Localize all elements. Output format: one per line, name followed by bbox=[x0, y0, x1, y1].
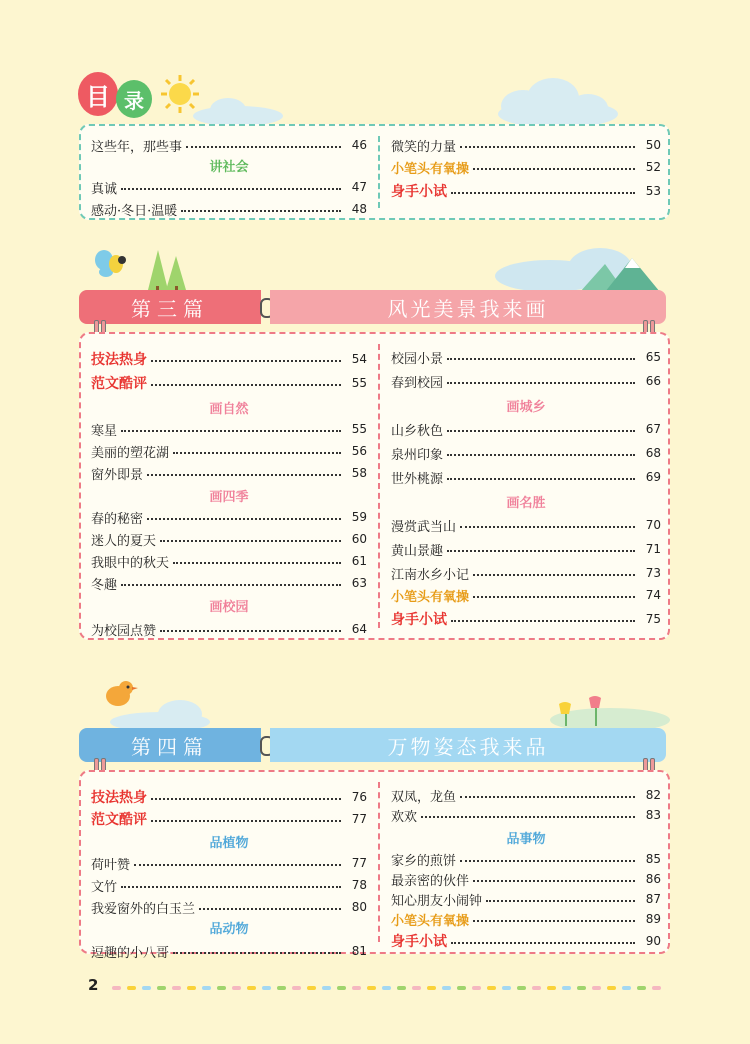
subheading: 画校园 bbox=[209, 600, 249, 615]
subheading: 品植物 bbox=[209, 836, 249, 851]
toc-entry[interactable]: 范文酷评 55 bbox=[91, 376, 367, 392]
subheading: 品事物 bbox=[506, 832, 546, 847]
balloon-icon bbox=[116, 80, 152, 118]
decorative-dash bbox=[442, 986, 451, 990]
toc-section-2 bbox=[79, 332, 670, 640]
decorative-dash bbox=[397, 986, 406, 990]
decorative-dash bbox=[142, 986, 151, 990]
toc-entry[interactable]: 江南水乡小记 73 bbox=[391, 566, 661, 583]
landscape-illustration bbox=[80, 244, 670, 294]
toc-entry[interactable]: 窗外即景 58 bbox=[91, 466, 367, 483]
section1-left-column bbox=[91, 134, 367, 219]
decorative-dash bbox=[607, 986, 616, 990]
toc-entry[interactable]: 春到校园 66 bbox=[391, 374, 661, 391]
decorative-dash bbox=[112, 986, 121, 990]
page-number: 2 bbox=[88, 976, 99, 994]
toc-entry[interactable]: 寒星 55 bbox=[91, 422, 367, 439]
subheading: 画名胜 bbox=[506, 496, 546, 511]
toc-entry[interactable]: 微笑的力量 50 bbox=[391, 138, 661, 155]
toc-entry[interactable]: 我爱窗外的白玉兰 80 bbox=[91, 900, 367, 917]
decorative-dash bbox=[322, 986, 331, 990]
toc-entry[interactable]: 欢欢 83 bbox=[391, 808, 661, 825]
decorative-dash bbox=[127, 986, 136, 990]
decorative-dash bbox=[172, 986, 181, 990]
bird-icon bbox=[100, 676, 140, 712]
toc-entry[interactable]: 身手小试 90 bbox=[391, 934, 661, 950]
toc-entry[interactable]: 这些年，那些事 46 bbox=[91, 138, 367, 155]
decorative-dash bbox=[592, 986, 601, 990]
decorative-dash bbox=[232, 986, 241, 990]
decorative-dash bbox=[502, 986, 511, 990]
sun-icon bbox=[160, 74, 200, 114]
column-divider bbox=[378, 782, 380, 942]
landscape-illustration bbox=[80, 680, 670, 730]
decorative-dash bbox=[217, 986, 226, 990]
decorative-dash bbox=[412, 986, 421, 990]
toc-entry[interactable]: 泉州印象 68 bbox=[391, 446, 661, 463]
toc-entry[interactable]: 身手小试 53 bbox=[391, 184, 661, 200]
toc-entry[interactable]: 感动·冬日·温暖 48 bbox=[91, 202, 367, 219]
subheading: 画自然 bbox=[209, 402, 249, 417]
decorative-dash bbox=[337, 986, 346, 990]
toc-section-3 bbox=[79, 770, 670, 961]
balloon-icon bbox=[78, 72, 118, 116]
toc-entry[interactable]: 技法热身 76 bbox=[91, 790, 367, 806]
toc-entry[interactable]: 山乡秋色 67 bbox=[391, 422, 661, 439]
decorative-dash bbox=[487, 986, 496, 990]
decorative-dash bbox=[562, 986, 571, 990]
decorative-dash bbox=[577, 986, 586, 990]
decorative-dash bbox=[637, 986, 646, 990]
decorative-dash bbox=[277, 986, 286, 990]
decorative-dash bbox=[382, 986, 391, 990]
toc-title-char2: 录 bbox=[124, 88, 144, 113]
part-banner-label bbox=[79, 290, 261, 324]
toc-entry[interactable]: 黄山景趣 71 bbox=[391, 542, 661, 559]
toc-entry[interactable]: 春的秘密 59 bbox=[91, 510, 367, 527]
toc-title-char1: 目 bbox=[86, 82, 110, 111]
decorative-dash bbox=[292, 986, 301, 990]
decorative-dash bbox=[427, 986, 436, 990]
decorative-dash bbox=[157, 986, 166, 990]
part-banner-title bbox=[270, 728, 666, 762]
decorative-dash bbox=[202, 986, 211, 990]
toc-entry[interactable]: 漫赏武当山 70 bbox=[391, 518, 661, 535]
decorative-dash bbox=[187, 986, 196, 990]
toc-entry[interactable]: 双凤，龙鱼 82 bbox=[391, 788, 661, 805]
part-number: 第四篇 bbox=[131, 734, 209, 759]
decorative-dash bbox=[517, 986, 526, 990]
toc-entry[interactable]: 小笔头有氧操 89 bbox=[391, 912, 661, 929]
decorative-dash bbox=[622, 986, 631, 990]
part-number: 第三篇 bbox=[131, 296, 209, 321]
flower-icon bbox=[555, 700, 575, 720]
toc-entry[interactable]: 知心朋友小闹钟 87 bbox=[391, 892, 661, 909]
decorative-dash bbox=[352, 986, 361, 990]
section2-left-column bbox=[91, 348, 367, 639]
section1-right-column bbox=[391, 134, 661, 214]
toc-entry[interactable]: 小笔头有氧操 74 bbox=[391, 588, 661, 605]
toc-entry[interactable]: 为校园点赞 64 bbox=[91, 622, 367, 639]
header-decoration bbox=[78, 66, 678, 126]
flower-icon bbox=[585, 694, 605, 714]
butterfly-icon bbox=[94, 248, 132, 278]
column-divider bbox=[378, 344, 380, 628]
decorative-dash bbox=[472, 986, 481, 990]
decorative-dash bbox=[652, 986, 661, 990]
section2-right-column bbox=[391, 346, 661, 630]
column-divider bbox=[378, 136, 380, 208]
section3-right-column bbox=[391, 784, 661, 950]
toc-entry[interactable]: 冬趣 63 bbox=[91, 576, 367, 593]
toc-entry[interactable]: 我眼中的秋天 61 bbox=[91, 554, 367, 571]
toc-entry[interactable]: 小笔头有氧操 52 bbox=[391, 160, 661, 177]
toc-entry[interactable]: 身手小试 75 bbox=[391, 612, 661, 628]
toc-entry[interactable]: 真诚 47 bbox=[91, 180, 367, 197]
subheading: 品动物 bbox=[209, 922, 249, 937]
part-banner-title bbox=[270, 290, 666, 324]
decorative-dash bbox=[367, 986, 376, 990]
decorative-dash bbox=[247, 986, 256, 990]
toc-section-1 bbox=[79, 124, 670, 220]
toc-entry[interactable]: 文竹 78 bbox=[91, 878, 367, 895]
toc-entry[interactable]: 家乡的煎饼 85 bbox=[391, 852, 661, 869]
toc-entry[interactable]: 技法热身 54 bbox=[91, 352, 367, 368]
toc-entry[interactable]: 范文酷评 77 bbox=[91, 812, 367, 828]
toc-entry[interactable]: 迷人的夏天 60 bbox=[91, 532, 367, 549]
toc-entry[interactable]: 校园小景 65 bbox=[391, 350, 661, 367]
decorative-dot-row bbox=[112, 986, 661, 990]
decorative-dash bbox=[262, 986, 271, 990]
subheading: 画城乡 bbox=[506, 400, 546, 415]
toc-entry[interactable]: 荷叶赞 77 bbox=[91, 856, 367, 873]
toc-entry[interactable]: 美丽的塑花湖 56 bbox=[91, 444, 367, 461]
decorative-dash bbox=[532, 986, 541, 990]
part-title: 万物姿态我来品 bbox=[387, 734, 549, 759]
decorative-dash bbox=[307, 986, 316, 990]
toc-entry[interactable]: 世外桃源 69 bbox=[391, 470, 661, 487]
decorative-dash bbox=[547, 986, 556, 990]
toc-entry[interactable]: 逗趣的小八哥 81 bbox=[91, 944, 367, 961]
decorative-dash bbox=[457, 986, 466, 990]
part-title: 风光美景我来画 bbox=[387, 296, 549, 321]
subheading: 讲社会 bbox=[209, 160, 249, 175]
toc-entry[interactable]: 最亲密的伙伴 86 bbox=[391, 872, 661, 889]
subheading: 画四季 bbox=[209, 490, 249, 505]
part-banner-label bbox=[79, 728, 261, 762]
section3-left-column bbox=[91, 786, 367, 961]
